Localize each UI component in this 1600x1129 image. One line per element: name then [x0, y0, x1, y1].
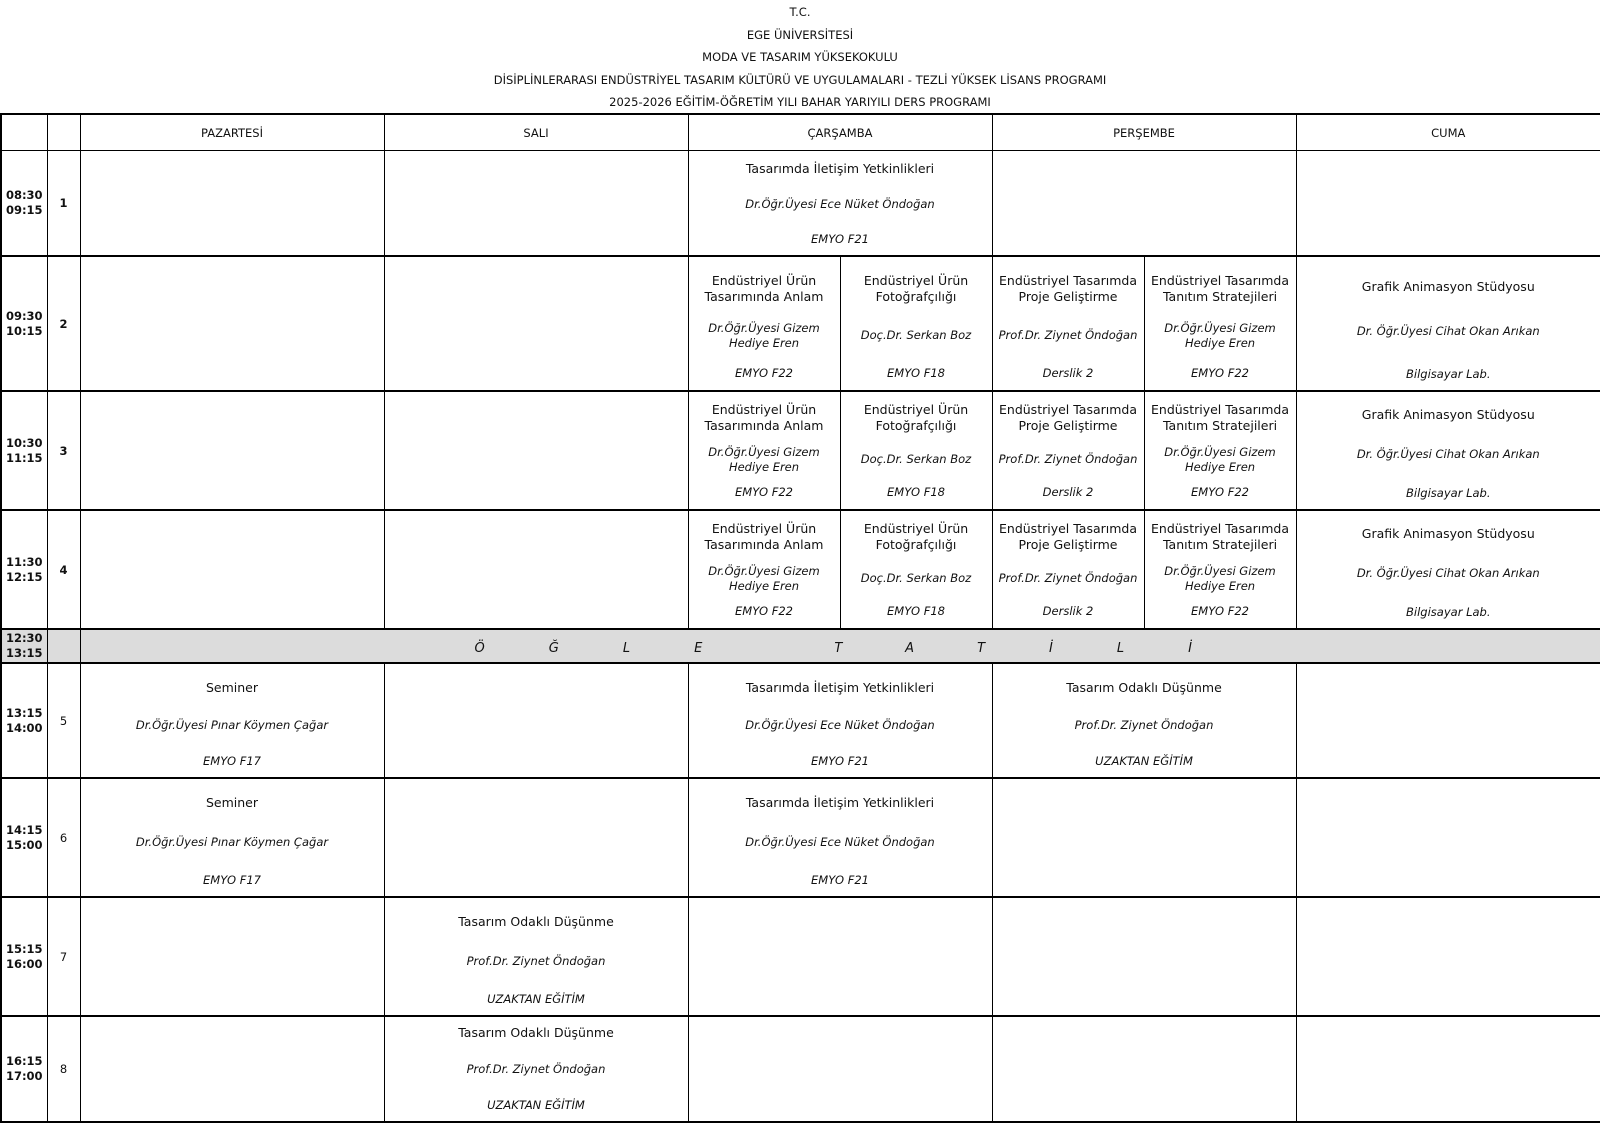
course-cell: [992, 510, 1144, 629]
empty-cell: [1296, 1016, 1600, 1122]
slot-row-8: [1, 1016, 1600, 1122]
course-cell: [688, 256, 840, 391]
empty-cell: [384, 663, 688, 778]
lunch-break-label: ÖĞLE TATİLİ: [474, 640, 1256, 656]
course-room: EMYO F22: [1191, 366, 1249, 380]
course-room: EMYO F17: [203, 873, 261, 887]
empty-cell: [1296, 663, 1600, 778]
time-cell: 09:30 10:15: [1, 256, 47, 391]
course-cell: [80, 663, 384, 778]
course-title: Endüstriyel Tasarımda Proje Geliştirme: [999, 402, 1138, 433]
course-teacher: Dr.Öğr.Üyesi Gizem Hediye Eren: [1164, 563, 1276, 593]
document-header: [0, 0, 1600, 111]
empty-cell: [688, 1016, 992, 1122]
empty-cell: [992, 778, 1296, 897]
empty-cell: [688, 897, 992, 1016]
course-title: Endüstriyel Tasarımda Tanıtım Stratejileri: [1151, 402, 1290, 433]
time-cell: 14:15 15:00: [1, 778, 47, 897]
course-teacher: Prof.Dr. Ziynet Öndoğan: [466, 1062, 606, 1076]
empty-cell: [992, 1016, 1296, 1122]
course-room: EMYO F22: [735, 604, 793, 618]
course-cell: [1296, 510, 1600, 629]
time-cell: 11:30 12:15: [1, 510, 47, 629]
course-room: Derslik 2: [1042, 366, 1094, 380]
time-cell: 12:30 13:15: [1, 629, 47, 663]
course-title: Tasarım Odaklı Düşünme: [458, 1025, 614, 1040]
slot-row-6: [1, 778, 1600, 897]
course-title: Seminer: [205, 680, 259, 695]
empty-cell: [384, 391, 688, 510]
slot-row-3: [1, 391, 1600, 510]
empty-cell: [80, 1016, 384, 1122]
empty-cell: [384, 510, 688, 629]
course-title: Tasarımda İletişim Yetkinlikleri: [745, 680, 935, 695]
header-line-school: MODA VE TASARIM YÜKSEKOKULU: [702, 50, 898, 64]
day-tuesday: SALI: [384, 114, 688, 151]
empty-cell: [80, 151, 384, 257]
empty-cell: [384, 778, 688, 897]
course-cell: [688, 151, 992, 257]
day-monday: PAZARTESİ: [80, 114, 384, 151]
empty-cell: [80, 391, 384, 510]
course-cell: [384, 897, 688, 1016]
course-room: EMYO F22: [1191, 604, 1249, 618]
course-cell: [992, 391, 1144, 510]
day-wednesday: ÇARŞAMBA: [688, 114, 992, 151]
course-cell: [688, 391, 840, 510]
course-room: EMYO F18: [887, 366, 945, 380]
lunch-row: [1, 629, 1600, 663]
course-cell: [688, 510, 840, 629]
time-cell: 15:15 16:00: [1, 897, 47, 1016]
course-cell: [688, 663, 992, 778]
header-line-university: EGE ÜNİVERSİTESİ: [746, 27, 854, 42]
course-title: Grafik Animasyon Stüdyosu: [1361, 407, 1535, 422]
course-room: EMYO F21: [811, 232, 869, 246]
slot-number: 7: [47, 897, 80, 1016]
course-teacher: Dr.Öğr.Üyesi Gizem Hediye Eren: [708, 444, 820, 474]
course-title: Seminer: [205, 795, 259, 810]
course-title: Endüstriyel Ürün Fotoğrafçılığı: [863, 521, 969, 552]
course-title: Endüstriyel Tasarımda Tanıtım Stratejileri: [1151, 521, 1290, 552]
course-title: Grafik Animasyon Stüdyosu: [1361, 526, 1535, 541]
course-cell: [1296, 256, 1600, 391]
corner-cell: [47, 114, 80, 151]
day-friday: CUMA: [1296, 114, 1600, 151]
course-title: Tasarım Odaklı Düşünme: [458, 914, 614, 929]
course-teacher: Prof.Dr. Ziynet Öndoğan: [998, 571, 1138, 585]
empty-cell: [80, 510, 384, 629]
course-room: Bilgisayar Lab.: [1406, 486, 1491, 500]
empty-cell: [1296, 897, 1600, 1016]
slot-number: 2: [47, 256, 80, 391]
course-cell: [992, 256, 1144, 391]
course-room: Derslik 2: [1042, 485, 1094, 499]
course-cell: [840, 256, 992, 391]
time-cell: 10:30 11:15: [1, 391, 47, 510]
schedule-table: [0, 113, 1600, 1123]
slot-row-1: [1, 151, 1600, 257]
course-teacher: Dr. Öğr.Üyesi Cihat Okan Arıkan: [1356, 566, 1540, 580]
slot-number: 1: [47, 151, 80, 257]
course-cell: [840, 391, 992, 510]
slot-number: [47, 629, 80, 663]
slot-row-5: [1, 663, 1600, 778]
empty-cell: [80, 897, 384, 1016]
empty-cell: [384, 256, 688, 391]
slot-number: 4: [47, 510, 80, 629]
course-teacher: Dr.Öğr.Üyesi Ece Nüket Öndoğan: [745, 834, 935, 849]
empty-cell: [992, 151, 1296, 257]
course-room: Bilgisayar Lab.: [1406, 367, 1491, 381]
course-teacher: Prof.Dr. Ziynet Öndoğan: [1074, 717, 1214, 732]
course-title: Endüstriyel Tasarımda Tanıtım Stratejileri: [1151, 273, 1290, 304]
course-room: EMYO F22: [735, 366, 793, 380]
lunch-break-cell: [80, 629, 1600, 663]
course-title: Endüstriyel Ürün Tasarımında Anlam: [704, 402, 824, 433]
course-room: EMYO F22: [735, 485, 793, 499]
course-title: Tasarımda İletişim Yetkinlikleri: [745, 161, 935, 176]
course-teacher: Dr.Öğr.Üyesi Gizem Hediye Eren: [1164, 444, 1276, 474]
course-teacher: Doç.Dr. Serkan Boz: [860, 328, 972, 342]
course-room: EMYO F21: [811, 754, 869, 768]
header-line-program: DİSİPLİNLERARASI ENDÜSTRİYEL TASARIM KÜLTÜRÜ VE UYGULAMALARI - TEZLİ YÜKSEK LİSANS PROGRAMI: [493, 72, 1107, 87]
course-teacher: Prof.Dr. Ziynet Öndoğan: [998, 452, 1138, 466]
course-room: UZAKTAN EĞİTİM: [487, 992, 585, 1006]
course-title: Tasarımda İletişim Yetkinlikleri: [745, 795, 935, 810]
header-line-term: 2025-2026 EĞİTİM-ÖĞRETİM YILI BAHAR YARIYILI DERS PROGRAMI: [609, 95, 991, 109]
slot-number: 6: [47, 778, 80, 897]
day-thursday: PERŞEMBE: [992, 114, 1296, 151]
course-teacher: Dr.Öğr.Üyesi Ece Nüket Öndoğan: [745, 717, 935, 732]
slot-row-7: [1, 897, 1600, 1016]
course-teacher: Doç.Dr. Serkan Boz: [860, 571, 972, 585]
course-room: Derslik 2: [1042, 604, 1094, 618]
course-title: Endüstriyel Tasarımda Proje Geliştirme: [999, 521, 1138, 552]
empty-cell: [992, 897, 1296, 1016]
course-teacher: Prof.Dr. Ziynet Öndoğan: [466, 953, 606, 968]
course-room: Bilgisayar Lab.: [1406, 605, 1491, 619]
course-title: Endüstriyel Tasarımda Proje Geliştirme: [999, 273, 1138, 304]
empty-cell: [384, 151, 688, 257]
time-cell: 16:15 17:00: [1, 1016, 47, 1122]
course-cell: [1144, 391, 1296, 510]
course-cell: [840, 510, 992, 629]
course-teacher: Dr.Öğr.Üyesi Gizem Hediye Eren: [1164, 320, 1276, 350]
empty-cell: [1296, 778, 1600, 897]
course-room: UZAKTAN EĞİTİM: [487, 1098, 585, 1112]
course-cell: [384, 1016, 688, 1122]
empty-cell: [80, 256, 384, 391]
course-teacher: Dr.Öğr.Üyesi Pınar Köymen Çağar: [135, 834, 329, 849]
course-teacher: Prof.Dr. Ziynet Öndoğan: [998, 328, 1138, 342]
course-title: Endüstriyel Ürün Tasarımında Anlam: [704, 273, 824, 304]
empty-cell: [1296, 151, 1600, 257]
course-room: EMYO F22: [1191, 485, 1249, 499]
course-teacher: Dr.Öğr.Üyesi Pınar Köymen Çağar: [135, 717, 329, 732]
slot-row-4: [1, 510, 1600, 629]
course-title: Endüstriyel Ürün Fotoğrafçılığı: [863, 402, 969, 433]
slot-number: 5: [47, 663, 80, 778]
course-teacher: Dr.Öğr.Üyesi Ece Nüket Öndoğan: [745, 197, 935, 211]
day-header-row: [1, 114, 1600, 151]
course-room: EMYO F18: [887, 604, 945, 618]
time-cell: 08:30 09:15: [1, 151, 47, 257]
course-teacher: Dr.Öğr.Üyesi Gizem Hediye Eren: [708, 563, 820, 593]
course-teacher: Dr. Öğr.Üyesi Cihat Okan Arıkan: [1356, 323, 1540, 338]
corner-cell: [1, 114, 47, 151]
course-teacher: Dr. Öğr.Üyesi Cihat Okan Arıkan: [1356, 447, 1540, 461]
course-title: Grafik Animasyon Stüdyosu: [1361, 279, 1535, 294]
slot-number: 3: [47, 391, 80, 510]
course-cell: [1144, 256, 1296, 391]
course-title: Tasarım Odaklı Düşünme: [1066, 680, 1222, 695]
course-cell: [992, 663, 1296, 778]
course-cell: [1296, 391, 1600, 510]
course-title: Endüstriyel Ürün Tasarımında Anlam: [704, 521, 824, 552]
time-cell: 13:15 14:00: [1, 663, 47, 778]
slot-row-2: [1, 256, 1600, 391]
course-cell: [688, 778, 992, 897]
slot-number: 8: [47, 1016, 80, 1122]
course-cell: [1144, 510, 1296, 629]
course-room: EMYO F18: [887, 485, 945, 499]
course-room: EMYO F21: [811, 873, 869, 887]
course-teacher: Dr.Öğr.Üyesi Gizem Hediye Eren: [708, 320, 820, 350]
course-room: UZAKTAN EĞİTİM: [1095, 754, 1193, 768]
course-room: EMYO F17: [203, 754, 261, 768]
course-teacher: Doç.Dr. Serkan Boz: [860, 452, 972, 466]
header-line-country: T.C.: [789, 5, 811, 19]
course-title: Endüstriyel Ürün Fotoğrafçılığı: [863, 273, 969, 304]
course-cell: [80, 778, 384, 897]
